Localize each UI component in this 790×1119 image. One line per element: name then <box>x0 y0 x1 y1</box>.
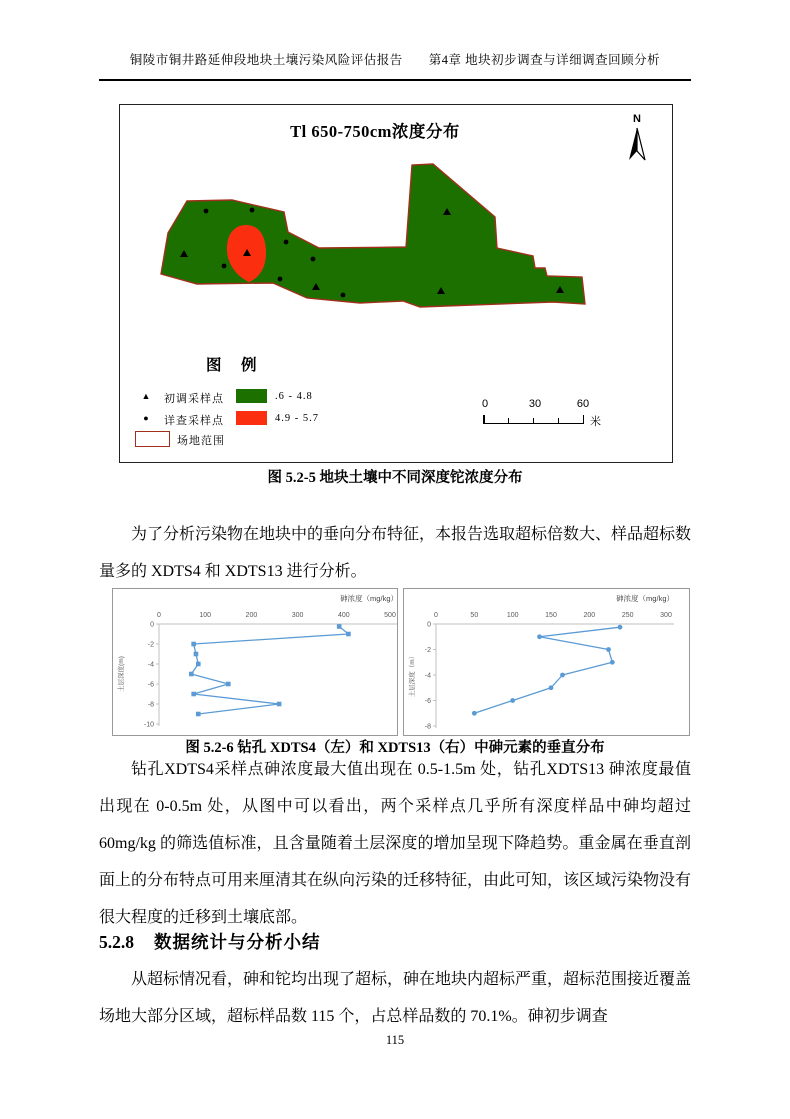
site-boundary-swatch <box>135 431 170 447</box>
figure-caption-charts: 图 5.2-6 钻孔 XDTS4（左）和 XDTS13（右）中砷元素的垂直分布 <box>185 740 605 756</box>
figure-caption-map: 图 5.2-5 地块土壤中不同深度铊浓度分布 <box>267 470 523 486</box>
paragraph-intro: 为了分析污染物在地块中的垂向分布特征，本报告选取超标倍数大、样品超标数量多的 XDTS4 和 XDTS13 进行分析。 <box>99 526 692 580</box>
svg-text:200: 200 <box>583 612 596 619</box>
legend-item-label: 详查采样点 <box>164 415 224 427</box>
scale-bar-line <box>483 415 584 424</box>
svg-text:300: 300 <box>660 612 672 619</box>
legend-item-label: 场地范围 <box>177 435 225 447</box>
svg-text:-8: -8 <box>424 723 431 731</box>
scale-label-60: 60 <box>576 398 590 410</box>
paragraph-summary: 从超标情况看，砷和铊均出现了超标，砷在地块内超标严重，超标范围接近覆盖场地大部分区域，超标样品数 115 个，占总样品数的 70.1%。砷初步调查 <box>99 971 692 1025</box>
page-number: 115 <box>385 1033 405 1047</box>
legend-item-detail-survey <box>120 411 420 428</box>
legend-item-initial-survey <box>120 389 420 406</box>
dot-marker-icon: ● <box>143 413 149 423</box>
scale-bar-labels <box>481 398 590 412</box>
svg-text:200: 200 <box>245 612 258 619</box>
chart-xdts13-plot <box>404 589 689 735</box>
paragraph-analysis: 钻孔XDTS4采样点砷浓度最大值出现在 0.5-1.5m 处，钻孔XDTS13 砷浓度最值出现在 0-0.5m 处，从图中可以看出，两个采样点几乎所有深度样品中砷均超过60mg/kg 的筛选值标准，且含量随着土层深度的增加呈现下降趋势。重金属在垂直剖面上的分布特点可用来厘清其在纵向污染的迁移特征，由此可知，该区域污染物没有很大程度的迁移到土壤底部。 <box>99 761 692 926</box>
svg-text:-2: -2 <box>424 647 431 654</box>
legend-range-value: .6 - 4.8 <box>275 390 313 402</box>
chart-xdts13 <box>403 588 690 736</box>
legend-title: 图 例 <box>206 357 259 374</box>
triangle-marker-icon: ▲ <box>141 391 151 401</box>
legend-range-value: 4.9 - 5.7 <box>275 412 319 424</box>
svg-text:土层深度(m): 土层深度(m) <box>118 656 125 692</box>
svg-text:100: 100 <box>199 612 212 619</box>
svg-text:-4: -4 <box>147 661 154 669</box>
legend-item-label: 初调采样点 <box>164 393 224 405</box>
scale-label-30: 30 <box>528 398 542 410</box>
svg-text:砷浓度（mg/kg）: 砷浓度（mg/kg） <box>616 594 674 603</box>
section-heading <box>99 929 321 954</box>
svg-text:-6: -6 <box>147 681 154 689</box>
chart-xdts4-plot <box>113 589 397 735</box>
svg-text:0: 0 <box>157 612 161 619</box>
north-indicator <box>622 113 652 168</box>
svg-text:0: 0 <box>427 621 431 629</box>
legend-item-site-boundary <box>120 431 420 448</box>
svg-text:400: 400 <box>337 612 350 619</box>
north-label: N <box>633 113 641 125</box>
svg-text:-8: -8 <box>147 701 154 709</box>
svg-text:100: 100 <box>506 612 519 619</box>
running-header: 铜陵市铜井路延伸段地块土壤污染风险评估报告 第4章 地块初步调查与详细调查回顾分析 <box>129 53 661 67</box>
section-title: 数据统计与分析小结 <box>154 932 321 952</box>
scale-label-0: 0 <box>481 398 489 410</box>
svg-text:300: 300 <box>291 612 304 619</box>
svg-text:0: 0 <box>434 612 438 619</box>
svg-text:250: 250 <box>621 612 634 619</box>
svg-text:0: 0 <box>150 621 154 629</box>
north-arrow-icon <box>624 125 650 163</box>
svg-text:-4: -4 <box>424 672 431 680</box>
header-rule <box>99 79 691 81</box>
scale-bar-unit: 米 <box>590 416 601 428</box>
section-number: 5.2.8 <box>99 932 134 952</box>
svg-text:土层深度（m）: 土层深度（m） <box>409 652 416 698</box>
legend-swatch-green <box>236 389 267 403</box>
map-title: Tl 650-750cm浓度分布 <box>290 122 460 141</box>
svg-text:150: 150 <box>545 612 557 619</box>
scale-bar <box>481 398 628 428</box>
svg-text:50: 50 <box>470 612 479 619</box>
legend-swatch-red <box>236 411 267 425</box>
map-figure <box>119 104 673 463</box>
chart-xdts4 <box>112 588 398 736</box>
svg-text:-2: -2 <box>147 641 154 649</box>
svg-text:-6: -6 <box>424 698 431 705</box>
svg-text:500: 500 <box>384 612 396 619</box>
svg-text:-10: -10 <box>143 721 154 729</box>
svg-text:砷浓度（mg/kg）: 砷浓度（mg/kg） <box>340 594 397 603</box>
